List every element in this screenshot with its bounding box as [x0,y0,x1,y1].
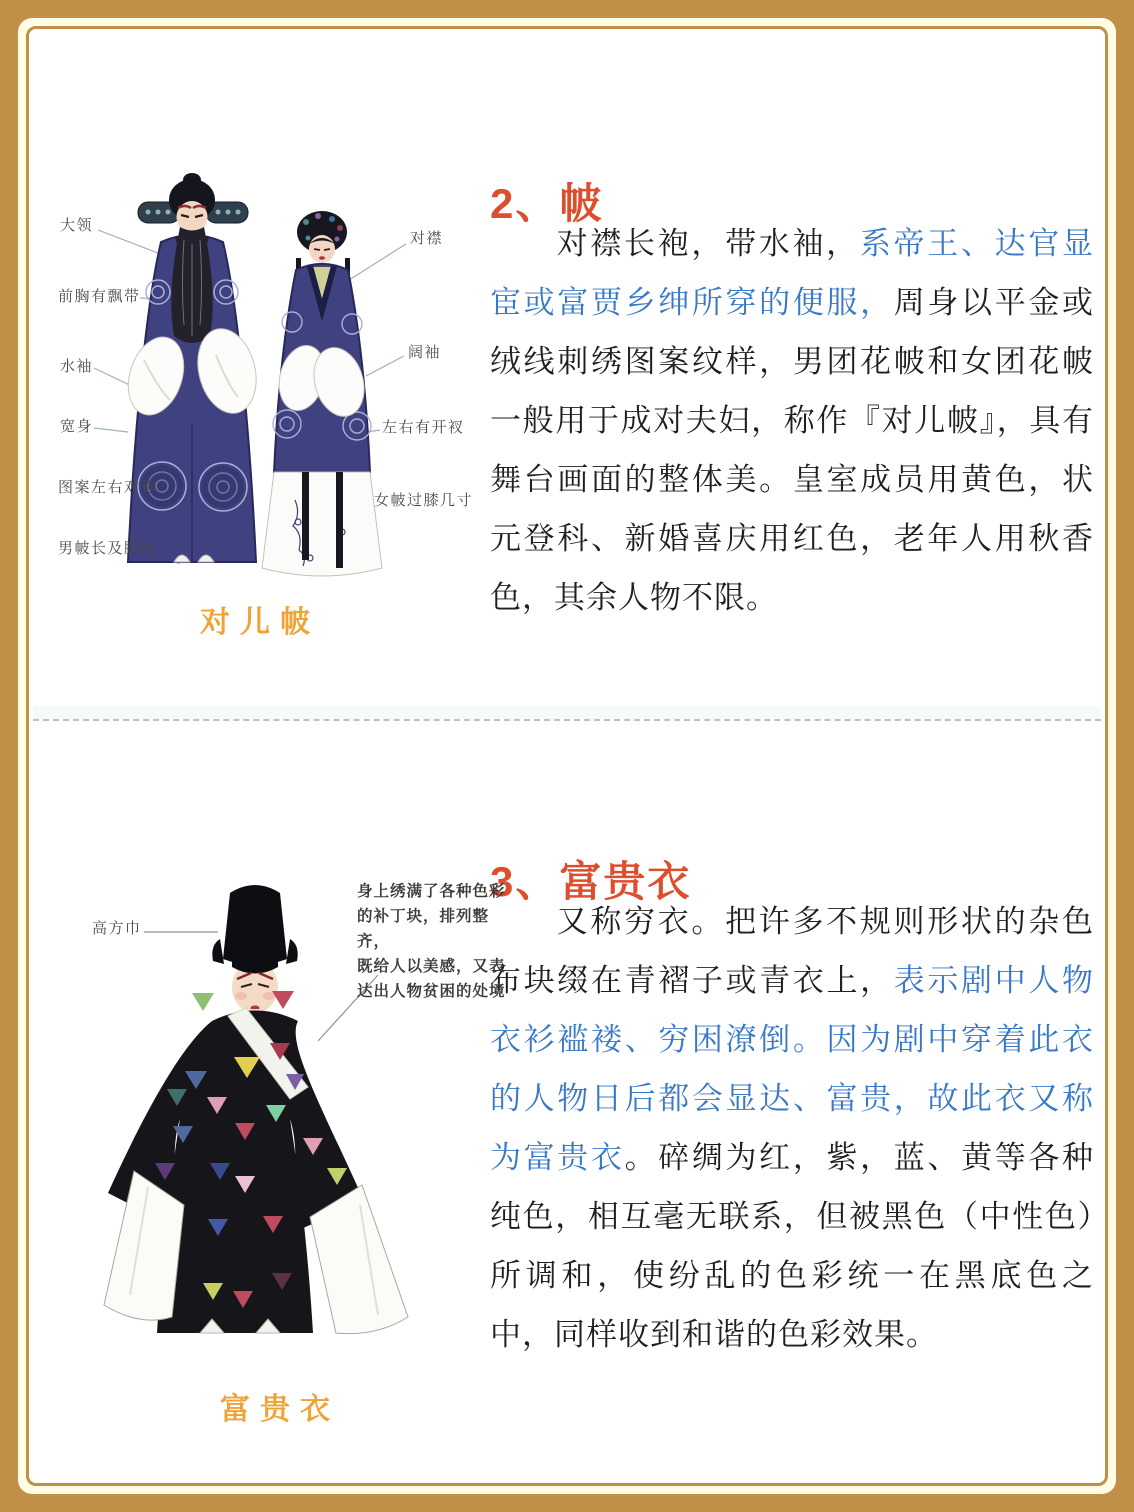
callout-label-jiaomian: 男帔长及脚面 [58,540,158,557]
text-run: 。碎绸为红，紫，蓝、黄等各种纯色，相互毫无联系，但被黑色（中性色）所调和，使纷乱的色彩统一在黑底色之中，同样收到和谐的色彩效果。 [490,1140,1095,1352]
text-run: 对襟长袍，带水袖， [556,226,860,261]
section-pei-heading: 2、帔 [490,179,604,227]
fugui-illustration-caption: 富贵衣 [220,1393,340,1426]
annotation-line: 的补丁块，排列整齐， [357,908,490,950]
text-run-highlight: 表示剧中人物衣衫褴褛、穷困潦倒。因为剧中穿着此衣的人物日后都会显达、富贵，故此衣又称为富贵衣 [490,963,1095,1175]
section-pei-paragraph [490,214,1094,627]
section-fugui-heading: 3、富贵衣 [490,857,692,905]
callout-label-guoxi: 女帔过膝几寸 [374,492,474,509]
callout-label-gaofangjin: 高方巾 [92,920,142,937]
text-run: 又称穷衣。把许多不规则形状的杂色布块缀在青褶子或青衣上， [490,904,1094,998]
callout-label-kuanshen: 宽身 [60,418,94,435]
callout-label-duicheng: 图案左右对称 [58,479,158,496]
callout-labels [58,217,473,557]
divider-haze [33,706,1101,719]
text-run-highlight: 系帝王、达官显宦或富贾乡绅所穿的便服， [490,226,1095,320]
callout-label-kaicha: 左右有开衩 [382,419,465,436]
pei-couple-figure [40,170,480,585]
annotation-line: 达出人物贫困的处境 [357,983,506,1000]
annotation-line: 既给人以美感，又表 [357,958,506,975]
section-fugui-paragraph [490,892,1094,1364]
callout-label-daling: 大领 [60,217,94,234]
patch-annotation [357,879,513,1004]
male-figure [119,173,265,562]
text-run: 周身以平金或绒线刺绣图案纹样，男团花帔和女团花帔一般用于成对夫妇，称作『对儿帔』，具有舞台画面的整体美。皇室成员用黄色，状元登科、新婚喜庆用红色，老年人用秋香色，其余人物不限。 [490,285,1095,615]
section-divider [33,719,1101,721]
female-figure [262,211,382,576]
callout-label-piaodai: 前胸有飘带 [58,288,141,305]
pei-illustration-caption: 对儿帔 [200,606,320,639]
callout-label-shuixiu: 水袖 [60,358,94,375]
callout-label-kuoxiu: 阔袖 [408,344,442,361]
annotation-line: 身上绣满了各种色彩 [357,883,506,900]
pei-couple-illustration [40,170,480,585]
callout-label-duijin: 对襟 [410,230,444,247]
